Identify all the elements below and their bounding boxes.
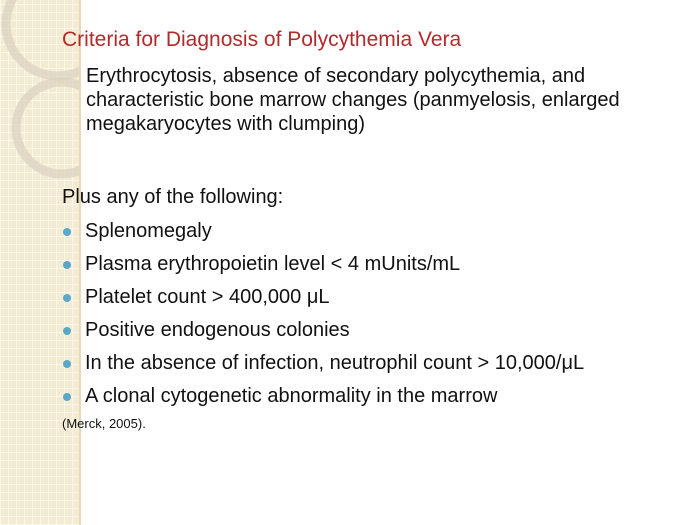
criterion-item: [62, 317, 584, 350]
bullet-icon: [63, 228, 71, 236]
criteria-list: [62, 218, 584, 416]
bullet-icon: [63, 294, 71, 302]
criterion-item: [62, 218, 584, 251]
bullet-icon: [63, 393, 71, 401]
citation: (Merck, 2005).: [62, 416, 146, 431]
criterion-text: In the absence of infection, neutrophil count > 10,000/μL: [85, 352, 585, 374]
criterion-text: Positive endogenous colonies: [85, 319, 350, 341]
criterion-text: A clonal cytogenetic abnormality in the marrow: [85, 385, 498, 407]
criterion-text: Splenomegaly: [85, 220, 212, 242]
criterion-item: [62, 383, 584, 416]
bullet-icon: [63, 261, 71, 269]
criterion-item: [62, 284, 584, 317]
slide-title: Criteria for Diagnosis of Polycythemia Vera: [62, 28, 462, 51]
criterion-item: [62, 251, 584, 284]
intro-paragraph: Erythrocytosis, absence of secondary polycythemia, and characteristic bone marrow changes (panmyelosis, enlarged megakaryocytes with clumping): [86, 65, 620, 135]
plus-heading: Plus any of the following:: [62, 186, 284, 208]
bullet-icon: [63, 327, 71, 335]
bullet-icon: [63, 360, 71, 368]
criterion-text: Plasma erythropoietin level < 4 mUnits/mL: [85, 253, 461, 275]
criterion-item: [62, 350, 584, 383]
criterion-text: Platelet count > 400,000 μL: [85, 286, 330, 308]
